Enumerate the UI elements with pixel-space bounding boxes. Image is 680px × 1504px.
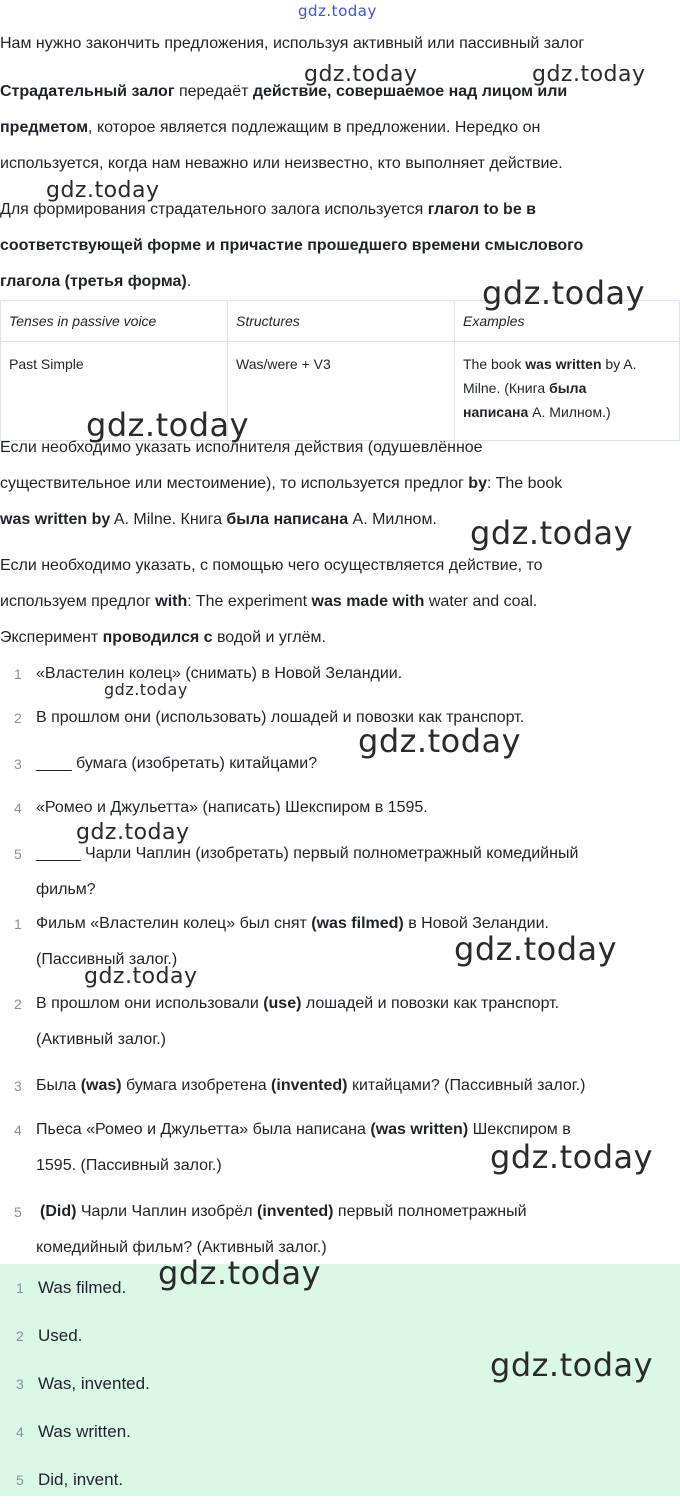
watermark: gdz.today [454, 930, 618, 968]
solution-text [36, 1068, 676, 1104]
task-text: «Властелин колец» (снимать) в Новой Зеландии. [36, 665, 403, 682]
bold-span: была [549, 380, 587, 396]
watermark: gdz.today [158, 1254, 322, 1292]
text-span: Для формирования страдательного залога используется [0, 201, 428, 218]
answer-text: Was, invented. [38, 1374, 150, 1393]
text-span: бумага изобретена [121, 1077, 272, 1094]
answer-text: Used. [38, 1326, 83, 1345]
bold-span: была написана [226, 511, 349, 528]
with-note-line [0, 584, 680, 620]
list-number: 1 [16, 1280, 24, 1296]
list-number: 4 [14, 800, 22, 816]
text-span: китайцами? (Пассивный залог.) [347, 1077, 586, 1094]
bold-span: соответствующей форме и причастие прошедшего времени смыслового [0, 237, 584, 254]
theory-line: используется, когда нам неважно или неизвестно, кто выполняет действие. [0, 155, 563, 172]
text-span: The book [463, 356, 526, 372]
table-cell: Past Simple [1, 342, 228, 441]
watermark: gdz.today [304, 62, 418, 87]
text-span: , которое является подлежащим в предложении. Нередко он [88, 119, 541, 136]
with-note-line [0, 620, 680, 656]
bold-span: was written by [0, 511, 111, 528]
list-number: 4 [16, 1424, 24, 1440]
with-note-line: Если необходимо указать, с помощью чего осуществляется действие, то [0, 557, 543, 574]
text-span: водой и углём. [212, 629, 326, 646]
task-text: «Ромео и Джульетта» (написать) Шекспиром в 1595. [36, 799, 428, 816]
list-number: 5 [16, 1472, 24, 1488]
text-span: передаёт [174, 83, 253, 100]
text-span: комедийный фильм? (Активный залог.) [36, 1239, 327, 1256]
watermark: gdz.today [104, 680, 188, 699]
watermark: gdz.today [470, 514, 634, 552]
bold-span: by [468, 475, 487, 492]
watermark: gdz.today [490, 1138, 654, 1176]
intro-text: Нам нужно закончить предложения, используя активный или пассивный залог [0, 35, 585, 52]
text-span: Была [36, 1077, 81, 1094]
table-header: Tenses in passive voice [1, 301, 228, 342]
text-span: А. Милном.) [528, 404, 611, 420]
watermark: gdz.today [86, 406, 250, 444]
theory-line [0, 228, 680, 264]
table-cell [455, 342, 680, 441]
bold-span: глагола (третья форма) [0, 273, 187, 290]
text-span: (Активный залог.) [36, 1031, 166, 1048]
bold-span: (was) [80, 1077, 122, 1094]
text-span: : The experiment [187, 593, 312, 610]
solution-text [36, 986, 676, 1058]
text-span: Шекспиром в [468, 1121, 571, 1138]
watermark: gdz.today [298, 2, 377, 20]
bold-span: проводился с [102, 629, 213, 646]
text-span: A. Milne. Книга [110, 511, 227, 528]
list-number: 1 [14, 666, 22, 682]
text-span: (Пассивный залог.) [36, 951, 178, 968]
bold-span: написана [463, 404, 529, 420]
bold-span: действие, совершаемое над лицом или [252, 83, 568, 100]
text-span: by A. [601, 356, 637, 372]
bold-span: (was written) [370, 1121, 469, 1138]
text-span: Фильм «Властелин колец» был снят [36, 915, 312, 932]
text-span: Эксперимент [0, 629, 103, 646]
list-number: 4 [14, 1122, 22, 1138]
by-note-line [0, 466, 680, 502]
bold-span: (invented) [257, 1203, 334, 1220]
text-span: Чарли Чаплин изобрёл [76, 1203, 258, 1220]
list-number: 5 [14, 846, 22, 862]
bold-span: was made with [311, 593, 425, 610]
term-passive: Страдательный залог [0, 83, 175, 100]
bold-span: (use) [263, 995, 302, 1012]
list-number: 2 [14, 710, 22, 726]
bold-span: with [155, 593, 188, 610]
table-cell: Was/were + V3 [228, 342, 455, 441]
list-number: 5 [14, 1204, 22, 1220]
watermark: gdz.today [46, 178, 160, 203]
text-span: существительное или местоимение), то используется предлог [0, 475, 469, 492]
text-span: в Новой Зеландии. [403, 915, 549, 932]
task-text: В прошлом они (использовать) лошадей и повозки как транспорт. [36, 709, 525, 726]
text-span: первый полнометражный [333, 1203, 527, 1220]
watermark: gdz.today [358, 722, 522, 760]
text-span: А. Милном. [348, 511, 437, 528]
text-span: water and coal. [424, 593, 538, 610]
solution-text [36, 1194, 680, 1266]
list-number: 2 [16, 1328, 24, 1344]
bold-span: (was filmed) [311, 915, 404, 932]
text-span: В прошлом они использовали [36, 995, 264, 1012]
list-number: 3 [14, 756, 22, 772]
bold-span: (invented) [271, 1077, 348, 1094]
text-span: лошадей и повозки как транспорт. [301, 995, 560, 1012]
answer-text: Did, invent. [38, 1470, 124, 1489]
bold-span: глагол to be в [427, 201, 536, 218]
table-header: Structures [228, 301, 455, 342]
list-number: 3 [14, 1078, 22, 1094]
watermark: gdz.today [490, 1346, 654, 1384]
text-span: : The book [486, 475, 563, 492]
answer-text: Was written. [38, 1422, 131, 1441]
list-number: 3 [16, 1376, 24, 1392]
theory-line [0, 110, 680, 146]
watermark: gdz.today [482, 274, 646, 312]
bold-span: (Did) [40, 1203, 77, 1220]
text-span: фильм? [36, 881, 96, 898]
answer-text: Was filmed. [38, 1278, 127, 1297]
text-span: используем предлог [0, 593, 156, 610]
text-span: Milne. (Книга [463, 380, 550, 396]
task-text: ____ бумага (изобретать) китайцами? [36, 755, 318, 772]
watermark: gdz.today [84, 964, 198, 989]
list-number: 1 [14, 916, 22, 932]
text-span: . [186, 273, 192, 290]
task-text [36, 836, 676, 908]
list-number: 2 [14, 996, 22, 1012]
bold-span: was written [525, 356, 602, 372]
watermark: gdz.today [532, 62, 646, 87]
by-note-line: Если необходимо указать исполнителя действия (одушевлённое [0, 439, 483, 456]
text-span: 1595. (Пассивный залог.) [36, 1157, 222, 1174]
table-header: Examples [455, 301, 680, 342]
text-span: Пьеса «Ромео и Джульетта» была написана [36, 1121, 371, 1138]
watermark: gdz.today [76, 820, 190, 845]
bold-span: предметом [0, 119, 89, 136]
text-span: _____ Чарли Чаплин (изобретать) первый полнометражный комедийный [36, 845, 579, 862]
